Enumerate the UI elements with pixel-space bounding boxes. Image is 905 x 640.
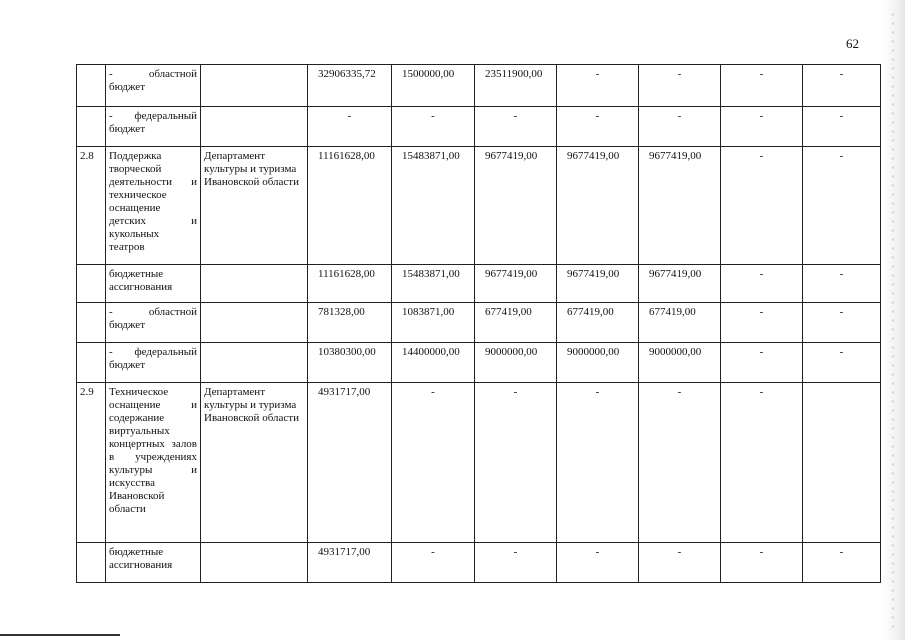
cell-amount-year-5: -: [639, 107, 721, 147]
cell-amount-year-1: -: [308, 107, 392, 147]
cell-amount-year-2: -: [392, 383, 475, 543]
cell-amount-year-4: -: [557, 543, 639, 583]
cell-amount-year-3: 677419,00: [475, 303, 557, 343]
cell-amount-year-5: -: [639, 65, 721, 107]
cell-item-number: [77, 343, 106, 383]
cell-executor: [201, 265, 308, 303]
cell-amount-year-6: -: [721, 107, 803, 147]
table-row: [77, 107, 881, 147]
cell-activity-name: - областной бюджет: [106, 303, 201, 343]
cell-amount-year-5: 9000000,00: [639, 343, 721, 383]
cell-amount-year-6: -: [721, 265, 803, 303]
cell-activity-name: - федеральный бюджет: [106, 107, 201, 147]
cell-amount-year-4: -: [557, 107, 639, 147]
cell-amount-year-5: -: [639, 383, 721, 543]
cell-item-number: [77, 543, 106, 583]
cell-executor: Департамент культуры и туризма Ивановской области: [201, 147, 308, 265]
cell-amount-year-5: 9677419,00: [639, 147, 721, 265]
cell-amount-year-2: 15483871,00: [392, 147, 475, 265]
cell-amount-year-4: 677419,00: [557, 303, 639, 343]
cell-amount-year-3: 9000000,00: [475, 343, 557, 383]
cell-amount-year-4: 9677419,00: [557, 265, 639, 303]
cell-executor: [201, 543, 308, 583]
cell-amount-year-3: 23511900,00: [475, 65, 557, 107]
cell-amount-year-7: [803, 383, 881, 543]
cell-amount-year-1: 4931717,00: [308, 543, 392, 583]
cell-executor: Департамент культуры и туризма Ивановской области: [201, 383, 308, 543]
cell-amount-year-2: 14400000,00: [392, 343, 475, 383]
cell-amount-year-4: 9677419,00: [557, 147, 639, 265]
cell-amount-year-2: -: [392, 107, 475, 147]
cell-amount-year-6: -: [721, 147, 803, 265]
cell-amount-year-1: 781328,00: [308, 303, 392, 343]
cell-amount-year-7: -: [803, 543, 881, 583]
table-row: [77, 303, 881, 343]
table-row: [77, 383, 881, 543]
table-row: [77, 65, 881, 107]
cell-amount-year-7: -: [803, 265, 881, 303]
table-row: [77, 265, 881, 303]
scan-bottom-mark: [0, 634, 120, 636]
cell-amount-year-4: -: [557, 65, 639, 107]
cell-amount-year-6: -: [721, 303, 803, 343]
cell-amount-year-3: -: [475, 107, 557, 147]
cell-amount-year-2: 1500000,00: [392, 65, 475, 107]
cell-amount-year-2: 1083871,00: [392, 303, 475, 343]
cell-amount-year-1: 11161628,00: [308, 265, 392, 303]
cell-amount-year-5: -: [639, 543, 721, 583]
cell-item-number: [77, 65, 106, 107]
table-row: [77, 543, 881, 583]
cell-amount-year-1: 10380300,00: [308, 343, 392, 383]
cell-amount-year-2: 15483871,00: [392, 265, 475, 303]
cell-amount-year-7: -: [803, 107, 881, 147]
cell-item-number: 2.8: [77, 147, 106, 265]
cell-item-number: [77, 265, 106, 303]
cell-amount-year-6: -: [721, 65, 803, 107]
cell-activity-name: бюджетные ассигнования: [106, 543, 201, 583]
cell-activity-name: Техническое оснащение и содержание виртуальных концертных залов в учреждениях культуры и искусства Ивановской области: [106, 383, 201, 543]
cell-amount-year-2: -: [392, 543, 475, 583]
table-row: [77, 343, 881, 383]
cell-amount-year-4: -: [557, 383, 639, 543]
cell-activity-name: бюджетные ассигнования: [106, 265, 201, 303]
cell-item-number: [77, 107, 106, 147]
cell-item-number: [77, 303, 106, 343]
cell-amount-year-4: 9000000,00: [557, 343, 639, 383]
budget-table: [76, 64, 881, 583]
scan-edge-noise: [890, 10, 896, 630]
cell-executor: [201, 107, 308, 147]
cell-amount-year-3: -: [475, 543, 557, 583]
cell-executor: [201, 303, 308, 343]
cell-amount-year-1: 32906335,72: [308, 65, 392, 107]
page-number: 62: [846, 36, 859, 51]
cell-executor: [201, 343, 308, 383]
cell-amount-year-6: -: [721, 343, 803, 383]
cell-amount-year-6: -: [721, 383, 803, 543]
cell-amount-year-6: -: [721, 543, 803, 583]
cell-activity-name: Поддержка творческой деятельности и техническое оснащение детских и кукольных театров: [106, 147, 201, 265]
cell-amount-year-7: -: [803, 303, 881, 343]
cell-amount-year-3: -: [475, 383, 557, 543]
cell-amount-year-1: 11161628,00: [308, 147, 392, 265]
cell-item-number: 2.9: [77, 383, 106, 543]
cell-executor: [201, 65, 308, 107]
cell-activity-name: - федеральный бюджет: [106, 343, 201, 383]
cell-amount-year-3: 9677419,00: [475, 265, 557, 303]
cell-amount-year-7: -: [803, 65, 881, 107]
cell-activity-name: - областной бюджет: [106, 65, 201, 107]
cell-amount-year-1: 4931717,00: [308, 383, 392, 543]
table-row: [77, 147, 881, 265]
cell-amount-year-7: -: [803, 343, 881, 383]
cell-amount-year-7: -: [803, 147, 881, 265]
cell-amount-year-5: 9677419,00: [639, 265, 721, 303]
cell-amount-year-5: 677419,00: [639, 303, 721, 343]
cell-amount-year-3: 9677419,00: [475, 147, 557, 265]
